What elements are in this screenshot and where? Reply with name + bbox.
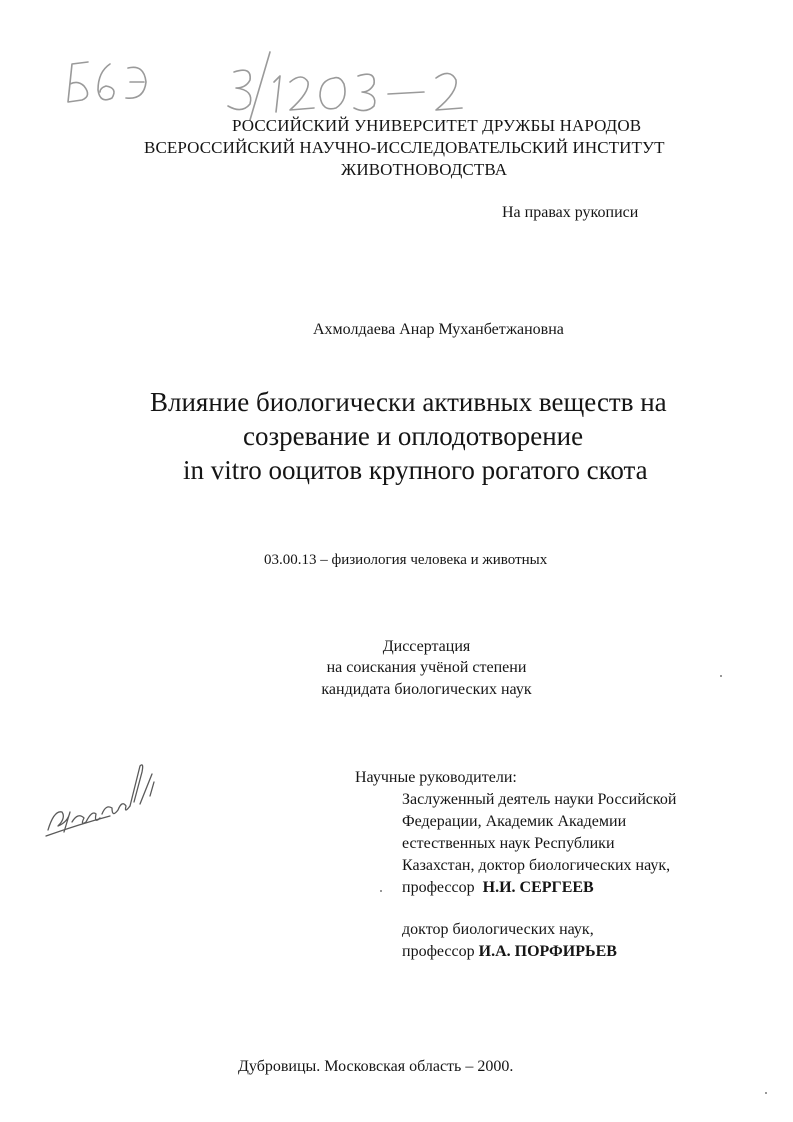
supervisor-2-position: профессор xyxy=(402,943,479,960)
dissertation-title-line-1: Влияние биологически активных веществ на xyxy=(150,387,667,417)
supervisor-1-title-line-2: Федерации, Академик Академии xyxy=(402,813,627,830)
specialty-code: 03.00.13 – физиология человека и животных xyxy=(264,552,548,568)
supervisor-2-name: И.А. ПОРФИРЬЕВ xyxy=(478,943,617,960)
manuscript-rights-note: На правах рукописи xyxy=(502,204,639,221)
supervisor-1-position: профессор xyxy=(402,879,479,896)
dissertation-degree-field: кандидата биологических наук xyxy=(321,681,532,698)
supervisor-2-name-line xyxy=(402,941,617,962)
scan-speck xyxy=(380,890,382,892)
dissertation-type: Диссертация xyxy=(382,638,471,655)
handwritten-signature xyxy=(40,752,180,852)
scan-speck xyxy=(720,675,722,677)
institution-line-1: РОССИЙСКИЙ УНИВЕРСИТЕТ ДРУЖБЫ НАРОДОВ xyxy=(232,116,642,135)
institution-line-3: ЖИВОТНОВОДСТВА xyxy=(341,160,508,179)
supervisor-2-title-line-1: доктор биологических наук, xyxy=(402,921,594,938)
scan-speck xyxy=(765,1092,767,1094)
stamp-text: Ѣ6Э 3/1203-2 xyxy=(58,120,64,121)
supervisor-1-title-line-4: Казахстан, доктор биологических наук, xyxy=(402,857,671,874)
dissertation-degree-line: на соискания учёной степени xyxy=(326,659,527,676)
institution-line-2: ВСЕРОССИЙСКИЙ НАУЧНО-ИССЛЕДОВАТЕЛЬСКИЙ ИНСТИТУТ xyxy=(144,138,665,157)
supervisor-1-title-line-3: естественных наук Республики xyxy=(402,835,615,852)
supervisor-1-name: Н.И. СЕРГЕЕВ xyxy=(482,879,594,896)
dissertation-title-line-3: in vitro ооцитов крупного рогатого скота xyxy=(183,455,648,485)
supervisor-1-title-line-1: Заслуженный деятель науки Российской xyxy=(402,791,677,808)
place-and-year: Дубровицы. Московская область – 2000. xyxy=(238,1058,514,1075)
handwritten-catalog-number xyxy=(58,42,498,122)
signature-text: Ахмол/ xyxy=(40,850,44,851)
dissertation-title-line-2: созревание и оплодотворение xyxy=(243,421,584,451)
supervisors-heading: Научные руководители: xyxy=(355,769,517,786)
author-name: Ахмолдаева Анар Муханбетжановна xyxy=(313,321,564,338)
supervisor-1-name-line xyxy=(402,877,594,898)
